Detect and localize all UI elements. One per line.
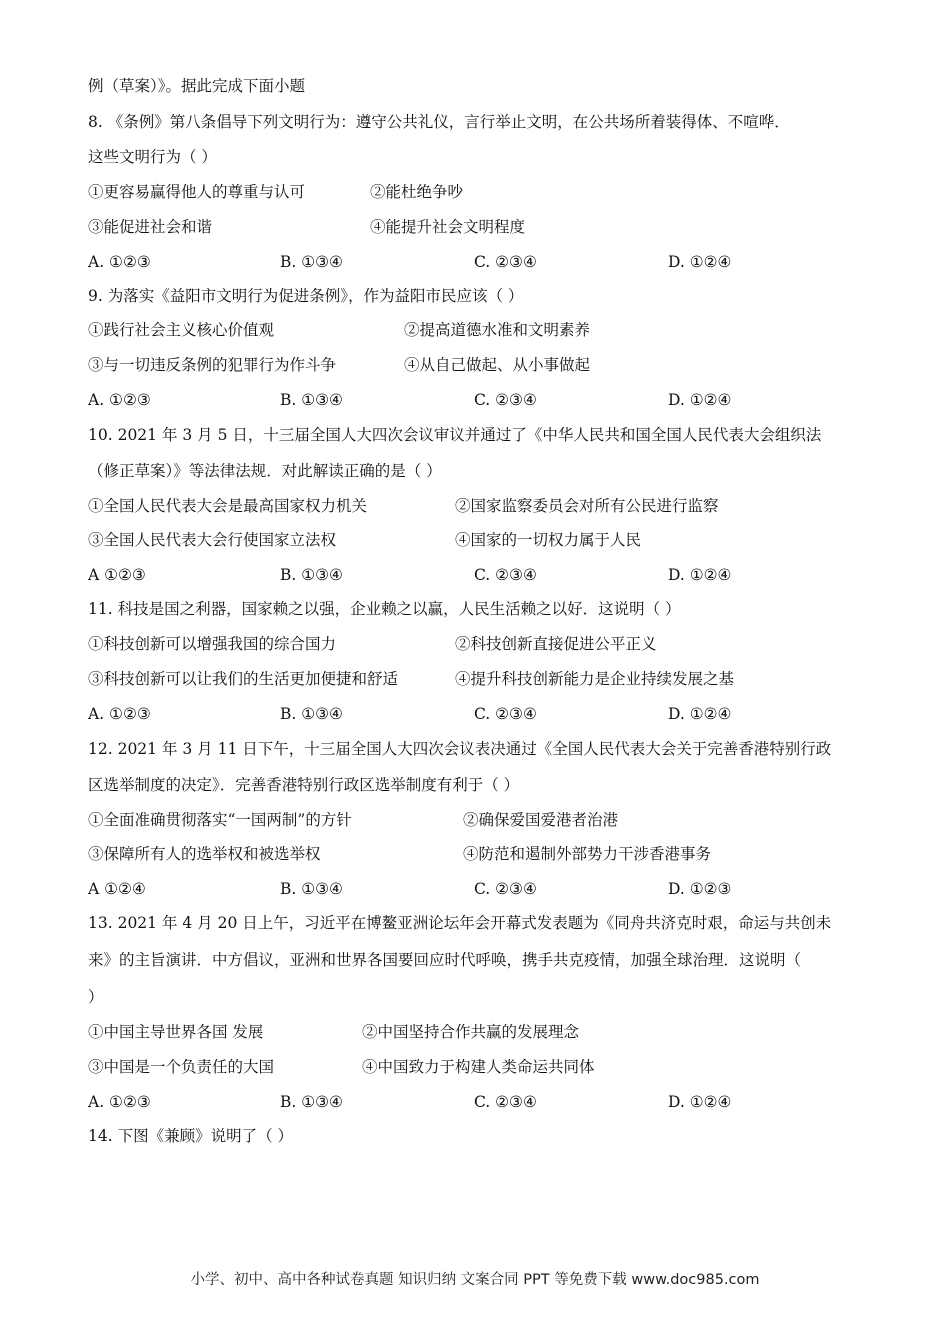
q13-stem-line3: ） bbox=[88, 988, 104, 1006]
q13-option-a: A. ①②③ bbox=[88, 1093, 151, 1111]
q12-stem-line2: 区选举制度的决定》．完善香港特别行政区选举制度有利于（ ） bbox=[88, 776, 520, 794]
q10-stem-line1: 10. 2021 年 3 月 5 日，十三届全国人大四次会议审议并通过了《中华人民共和国全国人民代表大会组织法 bbox=[88, 426, 822, 444]
q13-statement-2: ②中国坚持合作共赢的发展理念 bbox=[362, 1023, 580, 1041]
q11-statement-1: ①科技创新可以增强我国的综合国力 bbox=[88, 635, 337, 653]
q11-statement-4: ④提升科技创新能力是企业持续发展之基 bbox=[455, 670, 735, 688]
q8-stem-line2: 这些文明行为（ ） bbox=[88, 148, 217, 166]
q11-option-a: A. ①②③ bbox=[88, 705, 151, 723]
q10-stem-line2: （修正草案）》等法律法规．对此解读正确的是（ ） bbox=[88, 462, 442, 480]
q11-statement-2: ②科技创新直接促进公平正义 bbox=[455, 635, 657, 653]
q13-stem-line2: 来》的主旨演讲．中方倡议，亚洲和世界各国要回应时代呼唤，携手共克疫情，加强全球治理．这说明（ bbox=[88, 951, 802, 969]
q12-option-d: D. ①②③ bbox=[668, 880, 732, 898]
q9-option-b: B. ①③④ bbox=[280, 391, 343, 409]
q9-statement-2: ②提高道德水准和文明素养 bbox=[404, 321, 591, 339]
q13-option-c: C. ②③④ bbox=[474, 1093, 537, 1111]
q8-statement-2: ②能杜绝争吵 bbox=[370, 183, 464, 201]
q13-option-b: B. ①③④ bbox=[280, 1093, 343, 1111]
q13-statement-4: ④中国致力于构建人类命运共同体 bbox=[362, 1058, 595, 1076]
q11-stem-line1: 11. 科技是国之利器，国家赖之以强，企业赖之以赢，人民生活赖之以好．这说明（ ） bbox=[88, 600, 681, 618]
q8-statement-1: ①更容易赢得他人的尊重与认可 bbox=[88, 183, 306, 201]
q9-statement-1: ①践行社会主义核心价值观 bbox=[88, 321, 275, 339]
q12-option-b: B. ①③④ bbox=[280, 880, 343, 898]
q9-stem-line1: 9. 为落实《益阳市文明行为促进条例》，作为益阳市民应该（ ） bbox=[88, 287, 524, 305]
q8-option-b: B. ①③④ bbox=[280, 253, 343, 271]
footer-promo: 小学、初中、高中各种试卷真题 知识归纳 文案合同 PPT 等免费下载 www.doc985.com bbox=[190, 1272, 760, 1288]
q10-statement-4: ④国家的一切权力属于人民 bbox=[455, 531, 642, 549]
q8-option-a: A. ①②③ bbox=[88, 253, 151, 271]
q12-statement-2: ②确保爱国爱港者治港 bbox=[463, 811, 619, 829]
q8-statement-3: ③能促进社会和谐 bbox=[88, 218, 213, 236]
q10-statement-1: ①全国人民代表大会是最高国家权力机关 bbox=[88, 497, 368, 515]
q11-statement-3: ③科技创新可以让我们的生活更加便捷和舒适 bbox=[88, 670, 399, 688]
q11-option-b: B. ①③④ bbox=[280, 705, 343, 723]
q13-statement-1: ①中国主导世界各国 发展 bbox=[88, 1023, 264, 1041]
q8-option-d: D. ①②④ bbox=[668, 253, 732, 271]
q9-option-c: C. ②③④ bbox=[474, 391, 537, 409]
q10-statement-2: ②国家监察委员会对所有公民进行监察 bbox=[455, 497, 719, 515]
q13-statement-3: ③中国是一个负责任的大国 bbox=[88, 1058, 275, 1076]
q12-option-c: C. ②③④ bbox=[474, 880, 537, 898]
q12-stem-line1: 12. 2021 年 3 月 11 日下午，十三届全国人大四次会议表决通过《全国人民代表大会关于完善香港特别行政 bbox=[88, 740, 832, 758]
intro-tail: 例（草案）》。据此完成下面小题 bbox=[88, 77, 306, 95]
q12-option-a: A ①②④ bbox=[88, 880, 146, 898]
q8-stem-line1: 8. 《条例》第八条倡导下列文明行为：遵守公共礼仪，言行举止文明，在公共场所着装得体、不喧哗． bbox=[88, 113, 790, 131]
q11-option-d: D. ①②④ bbox=[668, 705, 732, 723]
q12-statement-1: ①全面准确贯彻落实“一国两制”的方针 bbox=[88, 811, 352, 829]
q9-option-d: D. ①②④ bbox=[668, 391, 732, 409]
q10-option-b: B. ①③④ bbox=[280, 566, 343, 584]
q8-option-c: C. ②③④ bbox=[474, 253, 537, 271]
q13-option-d: D. ①②④ bbox=[668, 1093, 732, 1111]
q9-option-a: A. ①②③ bbox=[88, 391, 151, 409]
q12-statement-3: ③保障所有人的选举权和被选举权 bbox=[88, 845, 321, 863]
q14-stem-line1: 14. 下图《兼顾》说明了（ ） bbox=[88, 1127, 294, 1145]
q10-option-d: D. ①②④ bbox=[668, 566, 732, 584]
q10-option-a: A ①②③ bbox=[88, 566, 146, 584]
q9-statement-3: ③与一切违反条例的犯罪行为作斗争 bbox=[88, 356, 337, 374]
q8-statement-4: ④能提升社会文明程度 bbox=[370, 218, 526, 236]
q11-option-c: C. ②③④ bbox=[474, 705, 537, 723]
q9-statement-4: ④从自己做起、从小事做起 bbox=[404, 356, 591, 374]
q10-option-c: C. ②③④ bbox=[474, 566, 537, 584]
q12-statement-4: ④防范和遏制外部势力干涉香港事务 bbox=[463, 845, 712, 863]
q13-stem-line1: 13. 2021 年 4 月 20 日上午，习近平在博鳌亚洲论坛年会开幕式发表题为《同舟共济克时艰，命运与共创未 bbox=[88, 914, 832, 932]
q10-statement-3: ③全国人民代表大会行使国家立法权 bbox=[88, 531, 337, 549]
